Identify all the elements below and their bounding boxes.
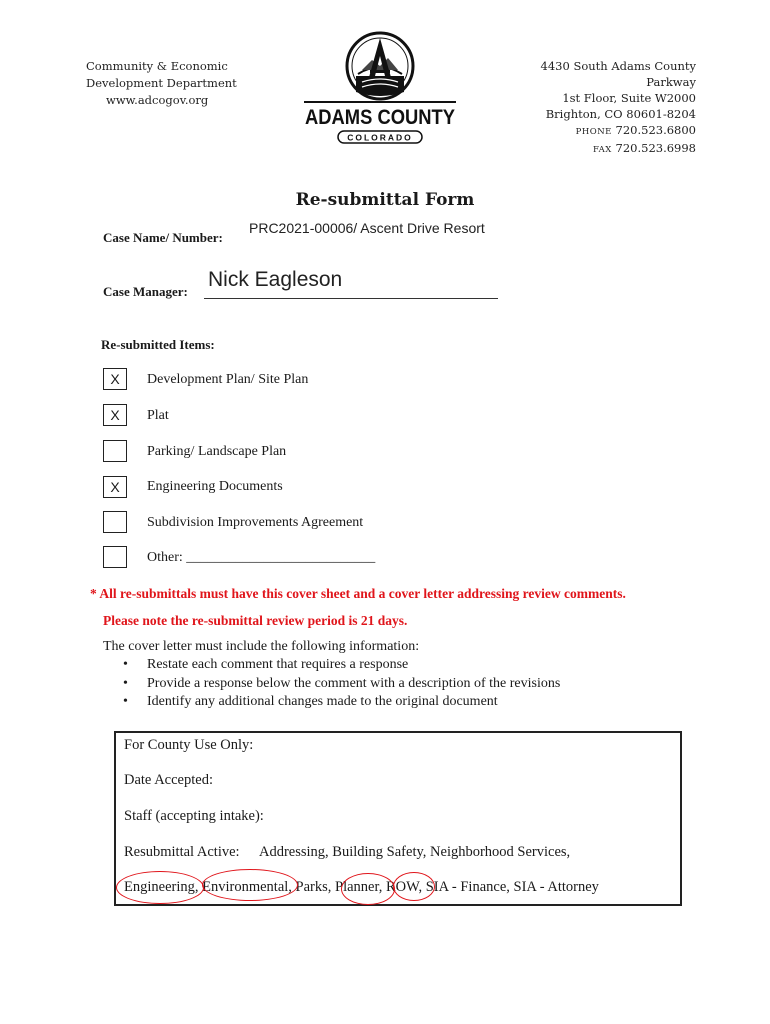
- department-block: [86, 58, 237, 109]
- website-link[interactable]: www.adcogov.org: [106, 93, 209, 107]
- address-line-1: 4430 South Adams County Parkway: [540, 59, 696, 89]
- checkbox-other[interactable]: [103, 546, 127, 568]
- review-period-note: Please note the re-submittal review period is 21 days.: [103, 613, 408, 628]
- active-departments-line-2: Engineering, Environmental, Parks, Planner, ROW, SIA - Finance, SIA - Attorney: [124, 879, 599, 895]
- bullet-response: [126, 676, 560, 692]
- checkbox-subdivision[interactable]: [103, 511, 127, 533]
- item-engineering: Engineering Documents: [147, 479, 283, 494]
- bullet-restate-text: Restate each comment that requires a response: [147, 657, 409, 672]
- logo-subtitle: COLORADO: [347, 132, 413, 143]
- address-line-3: Brighton, CO 80601-8204: [545, 107, 696, 121]
- address-line-2: 1st Floor, Suite W2000: [562, 91, 696, 105]
- checkbox-development-plan[interactable]: X: [103, 368, 127, 390]
- date-accepted-label: Date Accepted:: [124, 772, 213, 788]
- item-plat: Plat: [147, 408, 169, 423]
- dept-line-1: Community & Economic: [86, 59, 228, 73]
- phone-line: [500, 122, 696, 140]
- case-name-field[interactable]: PRC2021-00006/ Ascent Drive Resort: [249, 220, 485, 236]
- form-title: Re-submittal Form: [295, 190, 475, 210]
- case-manager-label: Case Manager:: [103, 284, 188, 299]
- circle-row: [393, 872, 435, 901]
- resubmittal-warning: * All re-submittals must have this cover sheet and a cover letter addressing review comments.: [90, 586, 626, 601]
- cover-letter-intro: The cover letter must include the following information:: [103, 639, 420, 654]
- bullet-response-text: Provide a response below the comment with a description of the revisions: [147, 676, 561, 691]
- dept-line-2: Development Department: [86, 76, 237, 90]
- case-name-label: Case Name/ Number:: [103, 230, 223, 245]
- address-block: [500, 58, 696, 158]
- phone-number: 720.523.6800: [615, 123, 696, 137]
- county-use-heading: For County Use Only:: [124, 737, 254, 753]
- active-departments-line-1: Addressing, Building Safety, Neighborhood Services,: [259, 844, 571, 860]
- logo-wordmark: ADAMS COUNTY: [305, 106, 455, 129]
- resubmittal-active-label: Resubmittal Active:: [124, 844, 240, 860]
- item-subdivision: Subdivision Improvements Agreement: [147, 515, 364, 530]
- adams-county-logo: [300, 30, 460, 145]
- case-manager-underline: [204, 298, 498, 299]
- item-other: Other: ___________________________: [147, 550, 376, 565]
- phone-label: PHONE: [575, 127, 612, 137]
- fax-number: 720.523.6998: [615, 141, 696, 155]
- item-development-plan: Development Plan/ Site Plan: [147, 372, 309, 387]
- case-manager-field[interactable]: Nick Eagleson: [208, 268, 343, 291]
- staff-label: Staff (accepting intake):: [124, 808, 264, 824]
- resubmitted-items-label: Re-submitted Items:: [101, 337, 215, 352]
- checkbox-parking-landscape[interactable]: [103, 440, 127, 462]
- bullet-changes: [126, 694, 498, 710]
- checkbox-engineering[interactable]: X: [103, 476, 127, 498]
- item-parking-landscape: Parking/ Landscape Plan: [147, 444, 287, 459]
- circle-engineering: [116, 871, 204, 904]
- bullet-restate: [126, 657, 408, 673]
- fax-label: FAX: [593, 145, 612, 155]
- checkbox-plat[interactable]: X: [103, 404, 127, 426]
- circle-planner: [341, 873, 395, 905]
- bullet-changes-text: Identify any additional changes made to the original document: [147, 694, 498, 709]
- circle-environmental: [202, 869, 298, 901]
- fax-line: [500, 140, 696, 158]
